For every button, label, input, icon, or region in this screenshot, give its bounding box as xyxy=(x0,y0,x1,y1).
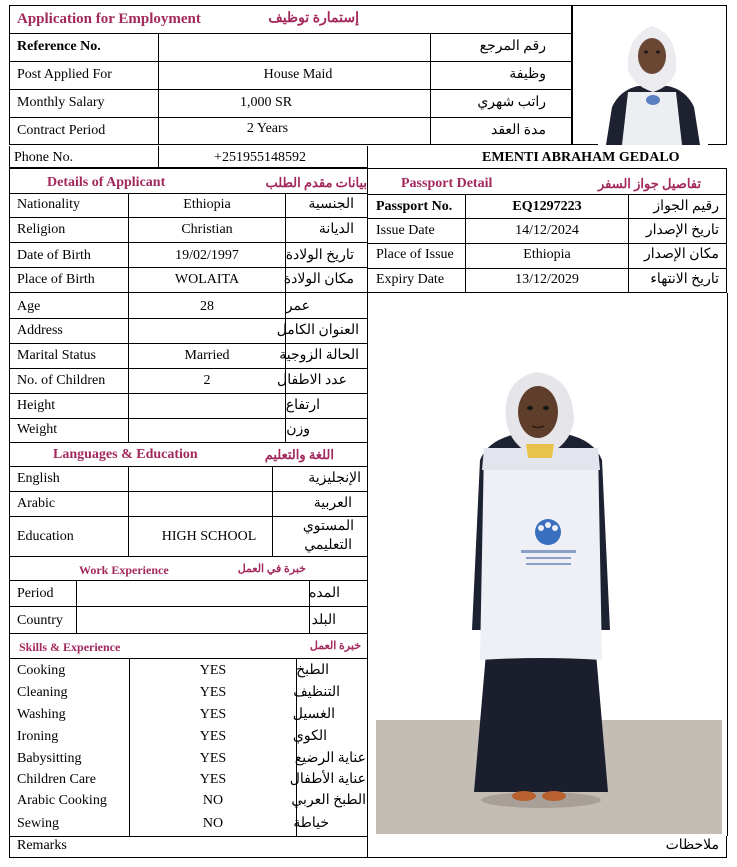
country-label: Country xyxy=(17,613,63,628)
skill-childcare-label-ar: عناية الأطفال xyxy=(289,772,366,787)
height-label: Height xyxy=(17,398,56,413)
skill-arabic-cooking-label-ar: الطبخ العربي xyxy=(291,793,366,808)
post-value: House Maid xyxy=(263,67,333,82)
applicant-photo-small xyxy=(598,12,708,145)
skill-ironing-value: YES xyxy=(199,729,227,744)
phone-label: Phone No. xyxy=(14,150,74,165)
pob-label-ar: مكان الولادة xyxy=(283,272,354,287)
reference-label-ar: رقم المرجع xyxy=(479,39,546,54)
expiry-date-value: 13/12/2029 xyxy=(515,272,579,287)
passport-title-en: Passport Detail xyxy=(401,176,493,191)
remarks-row xyxy=(9,836,727,858)
weight-label: Weight xyxy=(17,422,58,437)
arabic-label: Arabic xyxy=(17,496,56,511)
languages-title-ar: اللغة والتعليم xyxy=(264,447,334,462)
passport-no-value: EQ1297223 xyxy=(512,199,582,214)
arabic-label-ar: العربية xyxy=(313,496,352,511)
applicant-photo-full xyxy=(376,360,722,834)
skill-ironing-label: Ironing xyxy=(17,729,59,744)
skill-sewing-label: Sewing xyxy=(17,816,59,831)
skill-washing-value: YES xyxy=(199,707,227,722)
marital-value: Married xyxy=(184,348,230,363)
post-label-ar: وظيفة xyxy=(509,67,546,82)
nationality-label-ar: الجنسية xyxy=(308,197,354,212)
children-value: 2 xyxy=(203,373,211,388)
post-label: Post Applied For xyxy=(17,67,112,82)
address-label-ar: العنوان الكامل xyxy=(276,323,359,338)
skill-sewing-label-ar: خياطة xyxy=(293,816,329,831)
contract-value: 2 Years xyxy=(246,121,289,136)
passport-title-ar: تفاصيل جواز السفر xyxy=(597,176,701,191)
english-label: English xyxy=(17,471,60,486)
children-label-ar: عدد الاطفال xyxy=(277,373,347,388)
skill-washing-label: Washing xyxy=(17,707,66,722)
place-of-issue-label-ar: مكان الإصدار xyxy=(643,247,719,262)
education-label: Education xyxy=(17,529,74,544)
phone-value: +251955148592 xyxy=(214,150,306,165)
skill-babysitting-label-ar: عناية الرضيع xyxy=(294,751,366,766)
weight-label-ar: وزن xyxy=(286,422,310,437)
children-label: No. of Children xyxy=(17,373,106,388)
passport-no-label: Passport No. xyxy=(376,199,453,214)
place-of-issue-label: Place of Issue xyxy=(376,247,454,262)
religion-label: Religion xyxy=(17,222,66,237)
skill-babysitting-value: YES xyxy=(199,751,227,766)
skill-ironing-label-ar: الكوي xyxy=(292,729,327,744)
skills-title-ar: خبرة العمل xyxy=(309,640,361,652)
expiry-date-label-ar: تاريخ الانتهاء xyxy=(650,272,719,287)
skill-childcare-value: YES xyxy=(199,772,227,787)
pob-value: WOLAITA xyxy=(174,272,240,287)
marital-label: Marital Status xyxy=(17,348,96,363)
place-of-issue-value: Ethiopia xyxy=(523,247,571,262)
marital-label-ar: الحالة الزوجية xyxy=(279,348,359,363)
skill-sewing-value: NO xyxy=(202,816,224,831)
skill-cleaning-label: Cleaning xyxy=(17,685,68,700)
nationality-label: Nationality xyxy=(17,197,80,212)
religion-value: Christian xyxy=(181,222,233,237)
period-label: Period xyxy=(17,586,54,601)
issue-date-label-ar: تاريخ الإصدار xyxy=(645,223,719,238)
dob-label: Date of Birth xyxy=(17,248,91,263)
pob-label: Place of Birth xyxy=(17,272,95,287)
education-value: HIGH SCHOOL xyxy=(161,529,257,544)
nationality-value: Ethiopia xyxy=(183,197,231,212)
contract-label: Contract Period xyxy=(17,123,106,138)
work-title-en: Work Experience xyxy=(79,563,169,577)
period-label-ar: المده xyxy=(309,586,340,601)
issue-date-value: 14/12/2024 xyxy=(515,223,579,238)
details-title-ar: بيانات مقدم الطلب xyxy=(265,175,367,190)
details-title-en: Details of Applicant xyxy=(47,175,166,190)
salary-label-ar: راتب شهري xyxy=(477,95,546,110)
dob-value: 19/02/1997 xyxy=(175,248,239,263)
height-label-ar: ارتفاع xyxy=(285,398,320,413)
form-title-ar: إستمارة توظيف xyxy=(268,11,359,26)
skill-babysitting-label: Babysitting xyxy=(17,751,82,766)
address-label: Address xyxy=(17,323,63,338)
form-title-en: Application for Employment xyxy=(17,11,201,27)
skill-cooking-value: YES xyxy=(199,663,227,678)
salary-label: Monthly Salary xyxy=(17,95,105,110)
work-title-ar: خبرة في العمل xyxy=(237,563,306,575)
education-label-ar: المستوي xyxy=(302,519,354,534)
skill-arabic-cooking-value: NO xyxy=(202,793,224,808)
issue-date-label: Issue Date xyxy=(376,223,435,238)
skill-washing-label-ar: الغسيل xyxy=(292,707,335,722)
reference-label: Reference No. xyxy=(17,39,101,54)
expiry-date-label: Expiry Date xyxy=(376,272,445,287)
contract-label-ar: مدة العقد xyxy=(490,123,546,138)
education-label-ar-2: التعليمي xyxy=(304,538,352,553)
dob-label-ar: تاريخ الولادة xyxy=(285,248,354,263)
age-label: Age xyxy=(17,299,41,314)
remarks-label-ar: ملاحظات xyxy=(665,838,719,853)
languages-title-en: Languages & Education xyxy=(53,447,198,462)
skill-cooking-label: Cooking xyxy=(17,663,66,678)
remarks-label: Remarks xyxy=(17,838,67,853)
skill-cooking-label-ar: الطبخ xyxy=(296,663,329,678)
country-label-ar: البلد xyxy=(311,613,336,628)
applicant-name: EMENTI ABRAHAM GEDALO xyxy=(482,150,680,165)
age-label-ar: عمر xyxy=(285,299,310,314)
religion-label-ar: الديانة xyxy=(318,222,354,237)
age-value: 28 xyxy=(200,299,214,314)
skill-cleaning-label-ar: التنظيف xyxy=(293,685,340,700)
skill-cleaning-value: YES xyxy=(199,685,227,700)
passport-no-label-ar: رقيم الجواز xyxy=(653,199,719,214)
skill-childcare-label: Children Care xyxy=(17,772,96,787)
salary-value: 1,000 SR xyxy=(239,95,293,110)
skill-arabic-cooking-label: Arabic Cooking xyxy=(17,793,107,808)
skills-title-en: Skills & Experience xyxy=(19,640,121,654)
english-label-ar: الإنجليزية xyxy=(308,471,361,486)
